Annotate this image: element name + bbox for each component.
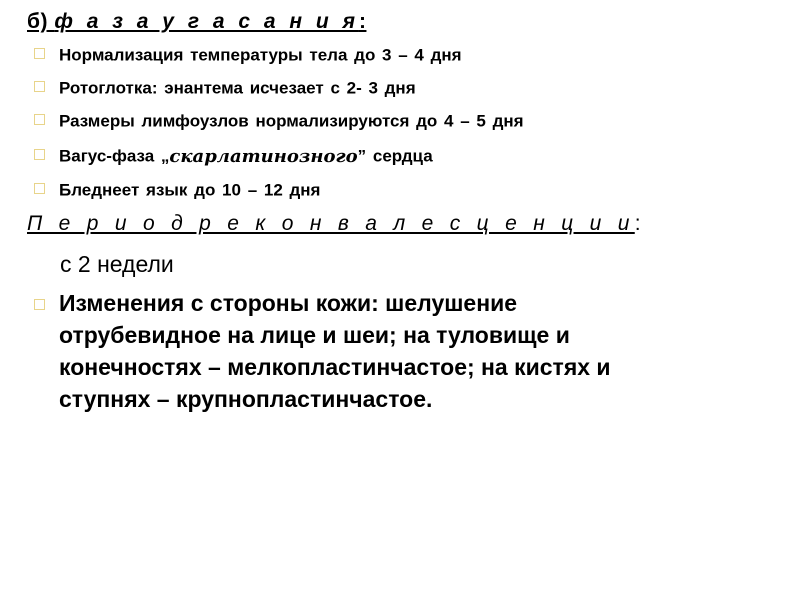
skin-line: отрубевидное на лице и шеи; на туловище и (59, 322, 570, 348)
bullet-box-icon (34, 48, 45, 59)
period-subtitle: с 2 недели (60, 251, 174, 277)
list-item (34, 78, 416, 99)
list-item-vagus (34, 146, 433, 167)
phase-heading-colon: : (358, 10, 367, 33)
bullet-box-icon (34, 81, 45, 92)
list-item (34, 45, 462, 66)
bullet-box-icon (34, 299, 45, 310)
skin-line: Изменения с стороны кожи: шелушение (59, 290, 518, 316)
phase-heading-title: ф а з а у г а с а н и я (54, 10, 359, 33)
list-item-text: Бледнеет язык до 10 – 12 дня (59, 180, 321, 200)
bullet-box-icon (34, 183, 45, 194)
list-item-text: Нормализация температуры тела до 3 – 4 дня (59, 45, 462, 65)
skin-text (59, 287, 759, 415)
period-heading (27, 212, 641, 236)
period-heading-colon: : (634, 212, 641, 235)
list-item (34, 111, 524, 132)
vagus-after: ” сердца (357, 146, 433, 166)
list-item (34, 180, 320, 201)
bullet-box-icon (34, 114, 45, 125)
period-heading-title: П е р и о д р е к о н в а л е с ц е н ц и и (27, 212, 635, 235)
vagus-cursive: скарлатинозного (169, 146, 358, 168)
phase-heading-prefix: б) (27, 10, 48, 33)
bullet-box-icon (34, 149, 45, 160)
vagus-before: Вагус-фаза „ (59, 146, 170, 166)
list-item-text: Размеры лимфоузлов нормализируются до 4 – 5 дня (59, 111, 524, 131)
list-item-text: Ротоглотка: энантема исчезает с 2- 3 дня (59, 78, 416, 98)
skin-line: ступнях – крупнопластинчастое. (59, 386, 433, 412)
phase-heading (27, 10, 366, 34)
skin-line: конечностях – мелкопластинчастое; на кистях и (59, 354, 611, 380)
